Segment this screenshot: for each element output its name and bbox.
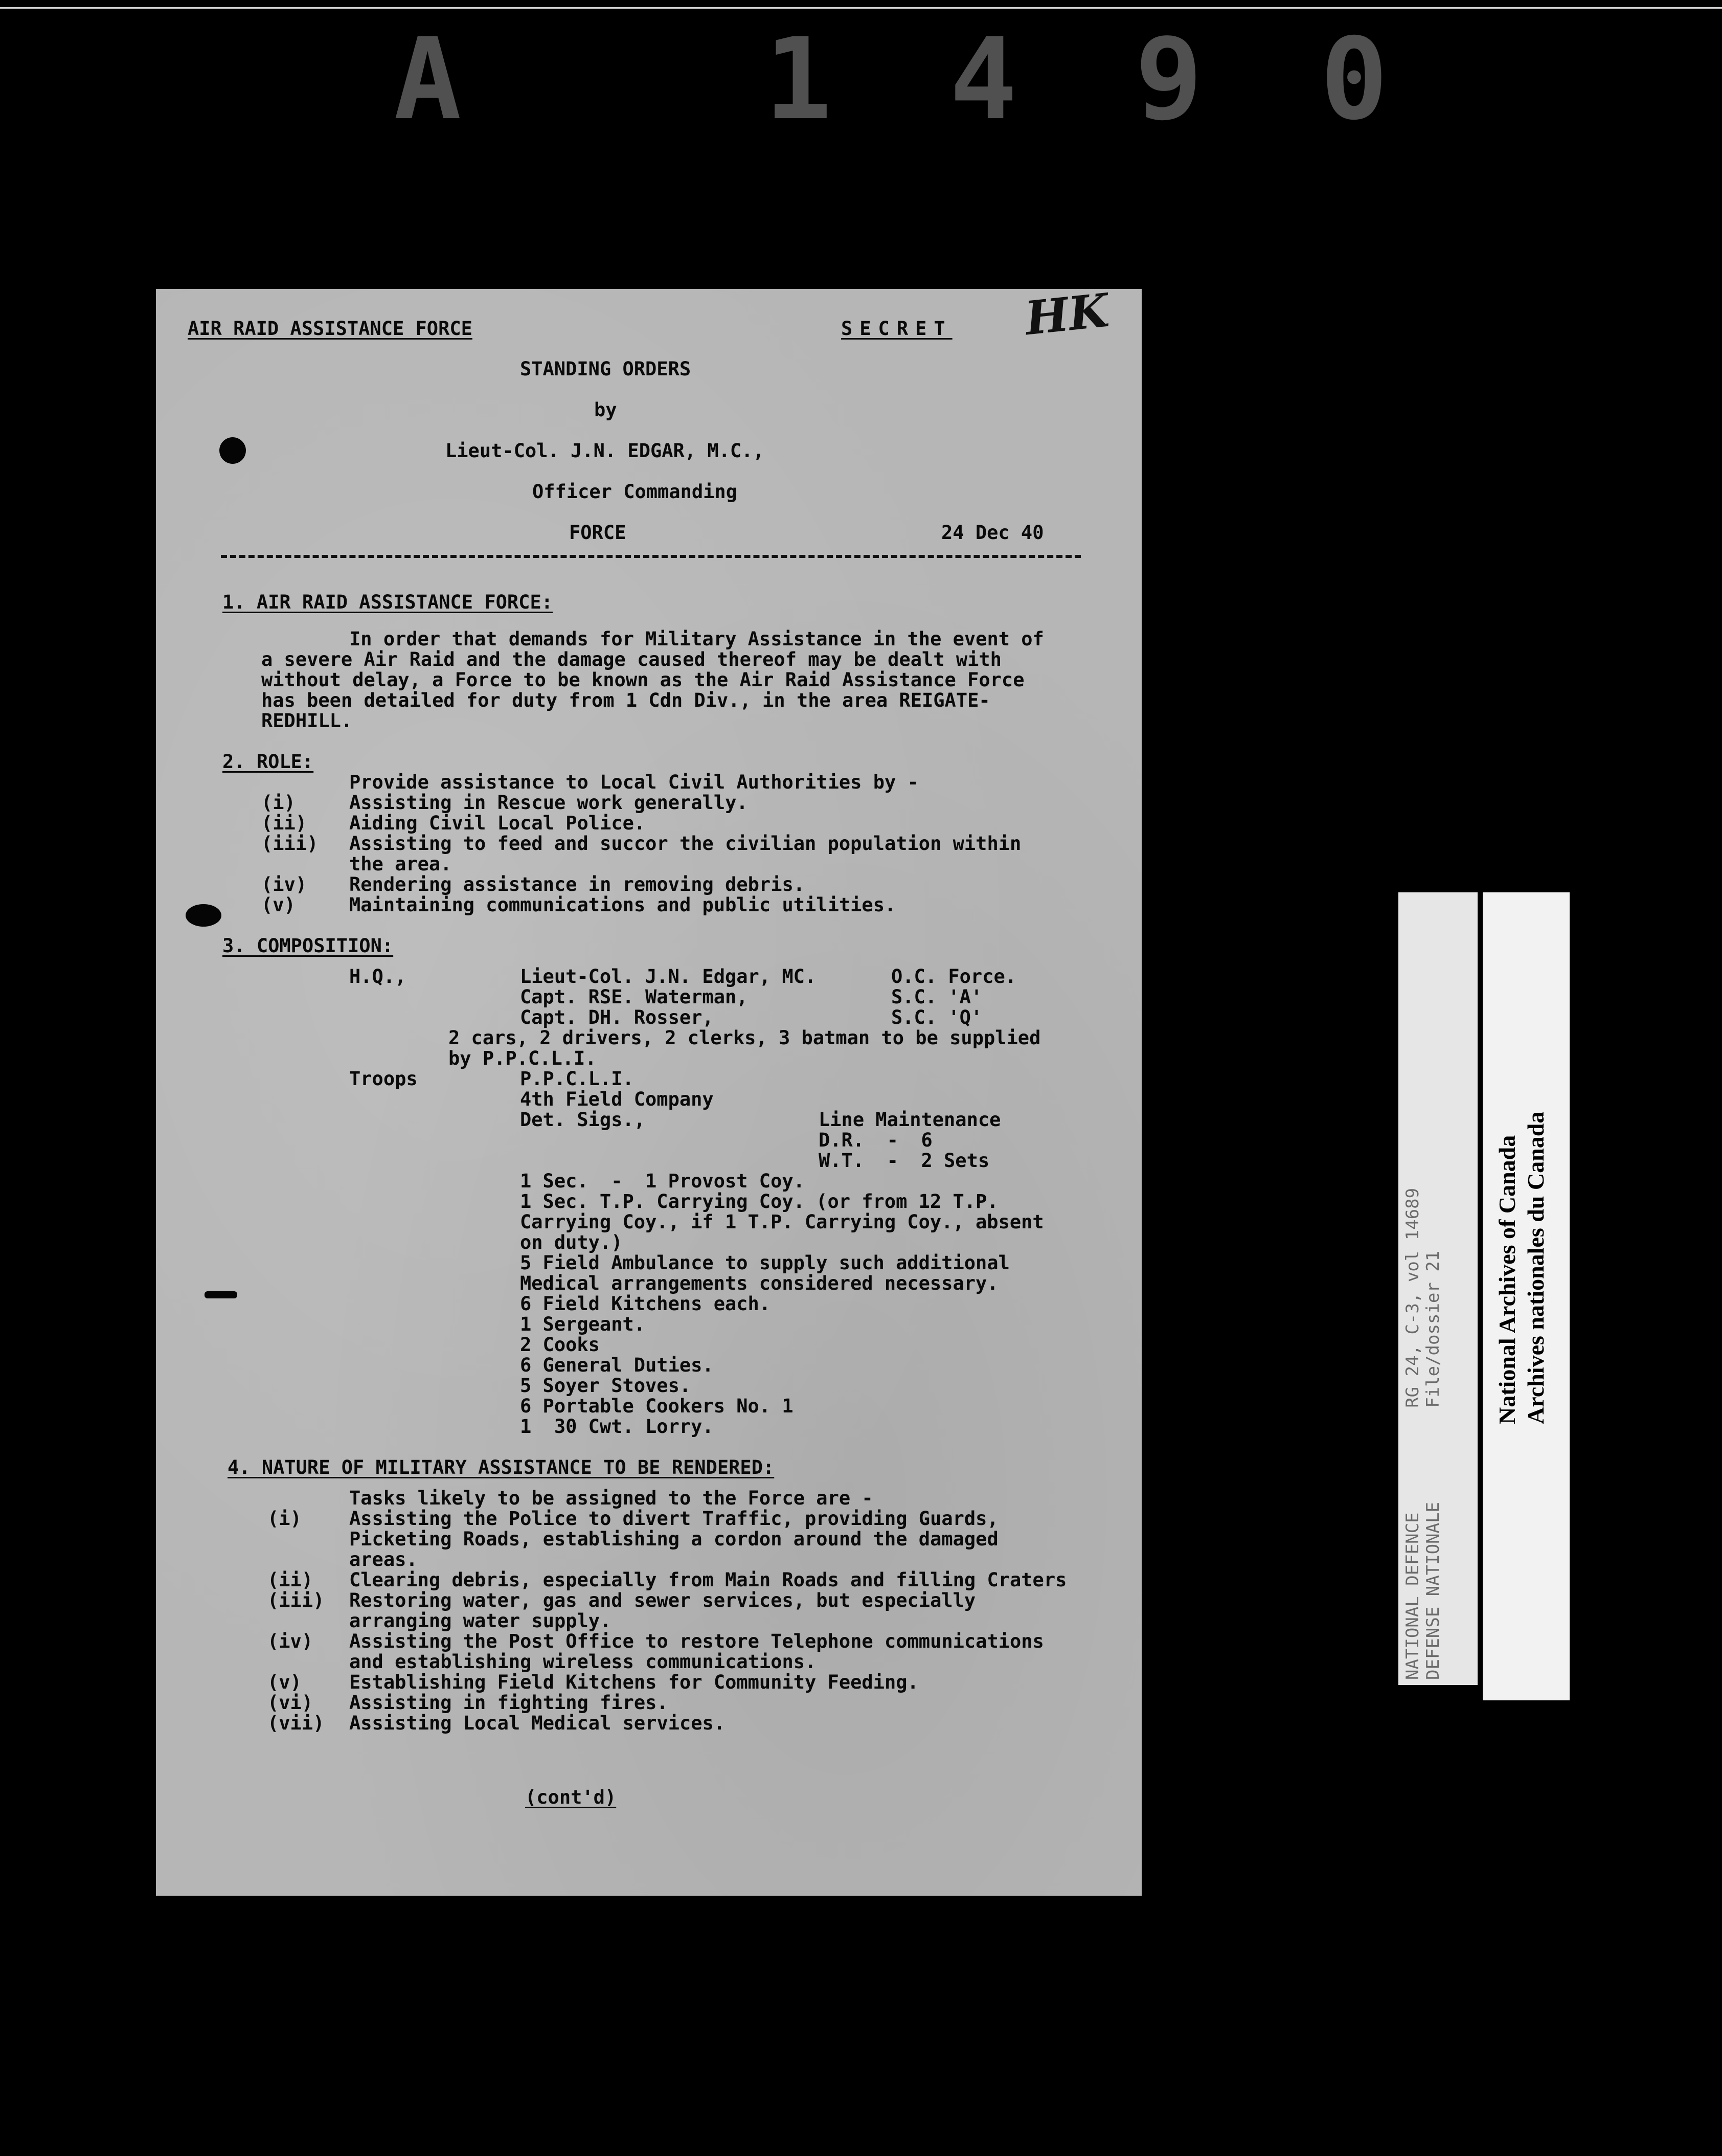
troops-label: Troops (349, 1068, 418, 1090)
composition-line: 6 General Duties. (520, 1354, 714, 1376)
troops-line: P.P.C.L.I. (520, 1068, 634, 1090)
list-number: (ii) (261, 812, 307, 834)
list-item: Assisting the Post Office to restore Telephone communications (349, 1630, 1044, 1652)
list-number: (ii) (267, 1569, 313, 1591)
composition-line: 5 Field Ambulance to supply such additional (520, 1252, 1010, 1274)
list-item: Assisting Local Medical services. (349, 1712, 726, 1734)
composition-line: Medical arrangements considered necessary. (520, 1272, 999, 1294)
archive-reference-line: NATIONAL DEFENCE RG 24, C-3, vol 14689 (1402, 1187, 1423, 1680)
list-number: (i) (261, 792, 296, 814)
header-classification: SECRET (841, 318, 953, 340)
section-1-line: REDHILL. (261, 710, 353, 732)
hq-note: by P.P.C.L.I. (448, 1047, 597, 1069)
composition-line: 2 Cooks (520, 1334, 600, 1356)
header-divider (221, 555, 1081, 558)
punch-hole (186, 904, 221, 927)
list-item: the area. (349, 853, 452, 875)
list-item: Establishing Field Kitchens for Community Feeding. (349, 1671, 919, 1693)
composition-line: 6 Field Kitchens each. (520, 1293, 771, 1315)
hq-member-role: S.C. 'Q' (891, 1006, 983, 1028)
list-item: areas. (349, 1548, 418, 1570)
section-2-intro: Provide assistance to Local Civil Authorities by - (349, 771, 919, 793)
list-item: and establishing wireless communications. (349, 1651, 817, 1673)
hq-member-name: Lieut-Col. J.N. Edgar, MC. (520, 965, 817, 987)
list-item: Picketing Roads, establishing a cordon around the damaged (349, 1528, 999, 1550)
composition-line: 1 Sec. T.P. Carrying Coy. (or from 12 T.P. (520, 1191, 999, 1212)
hq-member-name: Capt. RSE. Waterman, (520, 986, 748, 1008)
archive-name-en: National Archives of Canada (1494, 1135, 1520, 1424)
section-1-heading: 1. AIR RAID ASSISTANCE FORCE: (222, 591, 553, 613)
punch-mark (205, 1291, 237, 1298)
title-force: FORCE (569, 522, 626, 544)
dispatch-riders: D.R. - 6 (819, 1129, 933, 1151)
troops-line: Det. Sigs., (520, 1109, 646, 1131)
list-item: Clearing debris, especially from Main Roads and filling Craters (349, 1569, 1067, 1591)
archive-reference-strip (1398, 892, 1478, 1685)
list-number: (iv) (267, 1630, 313, 1652)
punch-hole (219, 437, 246, 464)
list-number: (v) (267, 1671, 302, 1693)
list-item: Maintaining communications and public utilities. (349, 894, 896, 916)
section-2-heading: 2. ROLE: (222, 751, 314, 773)
archive-label-card (1483, 892, 1570, 1700)
list-item: arranging water supply. (349, 1610, 611, 1632)
list-number: (iii) (261, 833, 319, 855)
section-4-heading: 4. NATURE OF MILITARY ASSISTANCE TO BE RENDERED: (228, 1456, 775, 1478)
handwritten-initials-mark: HK (1022, 283, 1112, 346)
list-item: Assisting in fighting fires. (349, 1692, 668, 1714)
composition-line: 1 Sec. - 1 Provost Coy. (520, 1170, 805, 1192)
composition-line: 1 30 Cwt. Lorry. (520, 1416, 714, 1438)
section-4-intro: Tasks likely to be assigned to the Force are - (349, 1487, 873, 1509)
header-force-name: AIR RAID ASSISTANCE FORCE (188, 318, 472, 340)
section-1-line: has been detailed for duty from 1 Cdn Div., in the area REIGATE- (261, 689, 990, 711)
wireless-sets: W.T. - 2 Sets (819, 1150, 990, 1172)
hq-member-role: O.C. Force. (891, 965, 1017, 987)
reel-number: A 1490 (394, 14, 1506, 145)
list-item: Rendering assistance in removing debris. (349, 873, 805, 895)
continued-note: (cont'd) (525, 1786, 617, 1808)
list-number: (vi) (267, 1692, 313, 1714)
document-date: 24 Dec 40 (941, 522, 1044, 544)
list-item: Assisting the Police to divert Traffic, providing Guards, (349, 1508, 999, 1530)
section-1-line: a severe Air Raid and the damage caused thereof may be dealt with (261, 648, 1002, 670)
composition-line: on duty.) (520, 1231, 623, 1253)
title-officer-name: Lieut-Col. J.N. EDGAR, M.C., (445, 440, 764, 462)
list-number: (v) (261, 894, 296, 916)
document-page (156, 283, 1142, 1896)
list-item: Aiding Civil Local Police. (349, 812, 646, 834)
hq-member-name: Capt. DH. Rosser, (520, 1006, 714, 1028)
troops-line: 4th Field Company (520, 1088, 714, 1110)
hq-label: H.Q., (349, 965, 406, 987)
list-number: (iii) (267, 1589, 325, 1611)
section-1-line: In order that demands for Military Assistance in the event of (349, 628, 1044, 650)
list-number: (i) (267, 1508, 302, 1530)
composition-line: Carrying Coy., if 1 T.P. Carrying Coy., absent (520, 1211, 1044, 1233)
hq-note: 2 cars, 2 drivers, 2 clerks, 3 batman to be supplied (448, 1027, 1041, 1049)
hq-member-role: S.C. 'A' (891, 986, 983, 1008)
list-item: Assisting in Rescue work generally. (349, 792, 748, 814)
film-frame-line (0, 7, 1722, 9)
line-maintenance-label: Line Maintenance (819, 1109, 1001, 1131)
list-number: (iv) (261, 873, 307, 895)
archive-name-fr: Archives nationales du Canada (1523, 1111, 1549, 1424)
composition-line: 1 Sergeant. (520, 1313, 646, 1335)
section-1-line: without delay, a Force to be known as the Air Raid Assistance Force (261, 669, 1025, 691)
title-standing-orders: STANDING ORDERS (520, 358, 691, 380)
list-item: Restoring water, gas and sewer services, but especially (349, 1589, 976, 1611)
archive-reference-line: DEFENSE NATIONALE File/dossier 21 (1423, 1250, 1443, 1680)
list-number: (vii) (267, 1712, 325, 1734)
list-item: Assisting to feed and succor the civilian population within (349, 833, 1022, 855)
composition-line: 5 Soyer Stoves. (520, 1375, 691, 1397)
section-3-heading: 3. COMPOSITION: (222, 935, 394, 957)
composition-line: 6 Portable Cookers No. 1 (520, 1395, 794, 1417)
title-officer-role: Officer Commanding (532, 481, 737, 503)
title-by: by (594, 399, 617, 421)
